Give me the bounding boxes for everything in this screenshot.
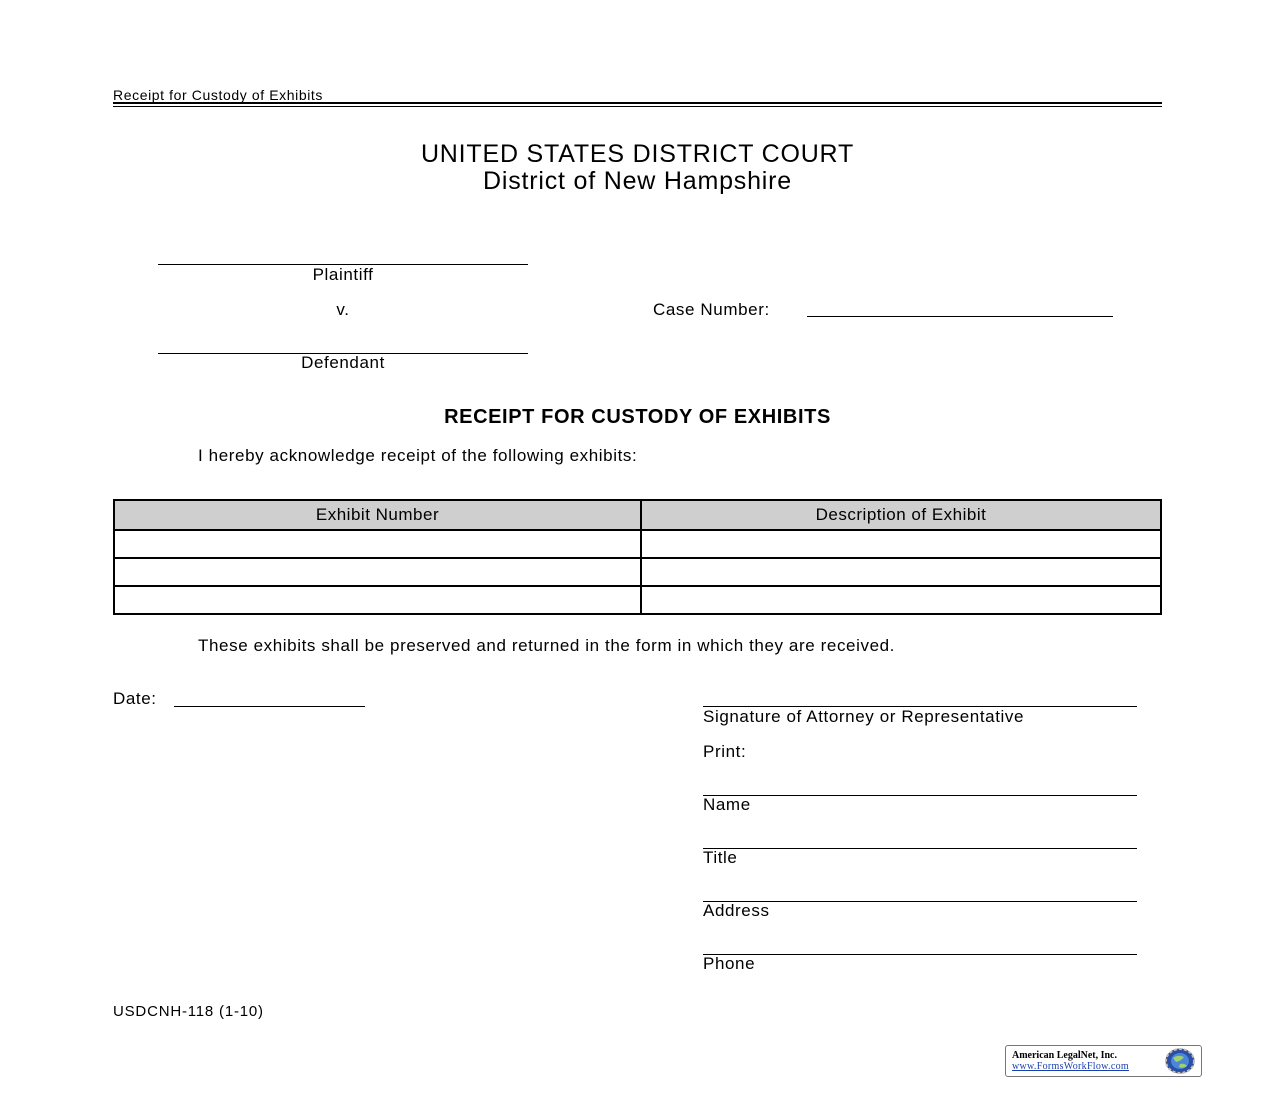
phone-label: Phone: [703, 954, 756, 973]
case-number-field-line[interactable]: [807, 316, 1113, 317]
form-number: USDCNH-118 (1-10): [113, 1003, 264, 1020]
address-label: Address: [703, 901, 770, 920]
defendant-label: Defendant: [301, 353, 385, 372]
table-row: [114, 558, 1161, 586]
phone-field-line[interactable]: [703, 954, 1137, 955]
exhibits-table: [113, 499, 1162, 615]
exhibit-number-cell[interactable]: [114, 558, 641, 586]
globe-icon: [1164, 1048, 1196, 1074]
header-rule-thick: [113, 102, 1162, 104]
exhibit-description-cell[interactable]: [641, 586, 1161, 614]
date-label: Date:: [113, 689, 157, 708]
exhibit-description-cell[interactable]: [641, 558, 1161, 586]
preservation-note: These exhibits shall be preserved and returned in the form in which they are received.: [198, 636, 896, 655]
table-row: [114, 530, 1161, 558]
print-label: Print:: [703, 742, 747, 761]
exhibit-number-cell[interactable]: [114, 586, 641, 614]
court-name: UNITED STATES DISTRICT COURT: [420, 140, 855, 168]
court-district: District of New Hampshire: [483, 167, 792, 195]
table-row: [114, 586, 1161, 614]
header-rule-thin: [113, 106, 1162, 107]
versus-label: v.: [336, 300, 350, 319]
form-title: RECEIPT FOR CUSTODY OF EXHIBITS: [444, 406, 831, 428]
title-field-line[interactable]: [703, 848, 1137, 849]
date-field-line[interactable]: [174, 706, 365, 707]
publisher-name: American LegalNet, Inc.: [1012, 1050, 1117, 1061]
column-header-description: Description of Exhibit: [641, 500, 1161, 530]
title-label: Title: [703, 848, 738, 867]
exhibit-number-cell[interactable]: [114, 530, 641, 558]
name-label: Name: [703, 795, 751, 814]
exhibit-description-cell[interactable]: [641, 530, 1161, 558]
column-header-exhibit-number: Exhibit Number: [114, 500, 641, 530]
signature-label: Signature of Attorney or Representative: [703, 707, 1025, 726]
table-header-row: [114, 500, 1161, 530]
acknowledgement-text: I hereby acknowledge receipt of the following exhibits:: [198, 446, 638, 465]
plaintiff-label: Plaintiff: [312, 265, 374, 284]
publisher-logo[interactable]: [1005, 1045, 1202, 1077]
publisher-url-link[interactable]: www.FormsWorkFlow.com: [1012, 1061, 1129, 1072]
case-number-label: Case Number:: [653, 300, 770, 319]
name-field-line[interactable]: [703, 795, 1137, 796]
running-header-title: Receipt for Custody of Exhibits: [113, 87, 324, 103]
